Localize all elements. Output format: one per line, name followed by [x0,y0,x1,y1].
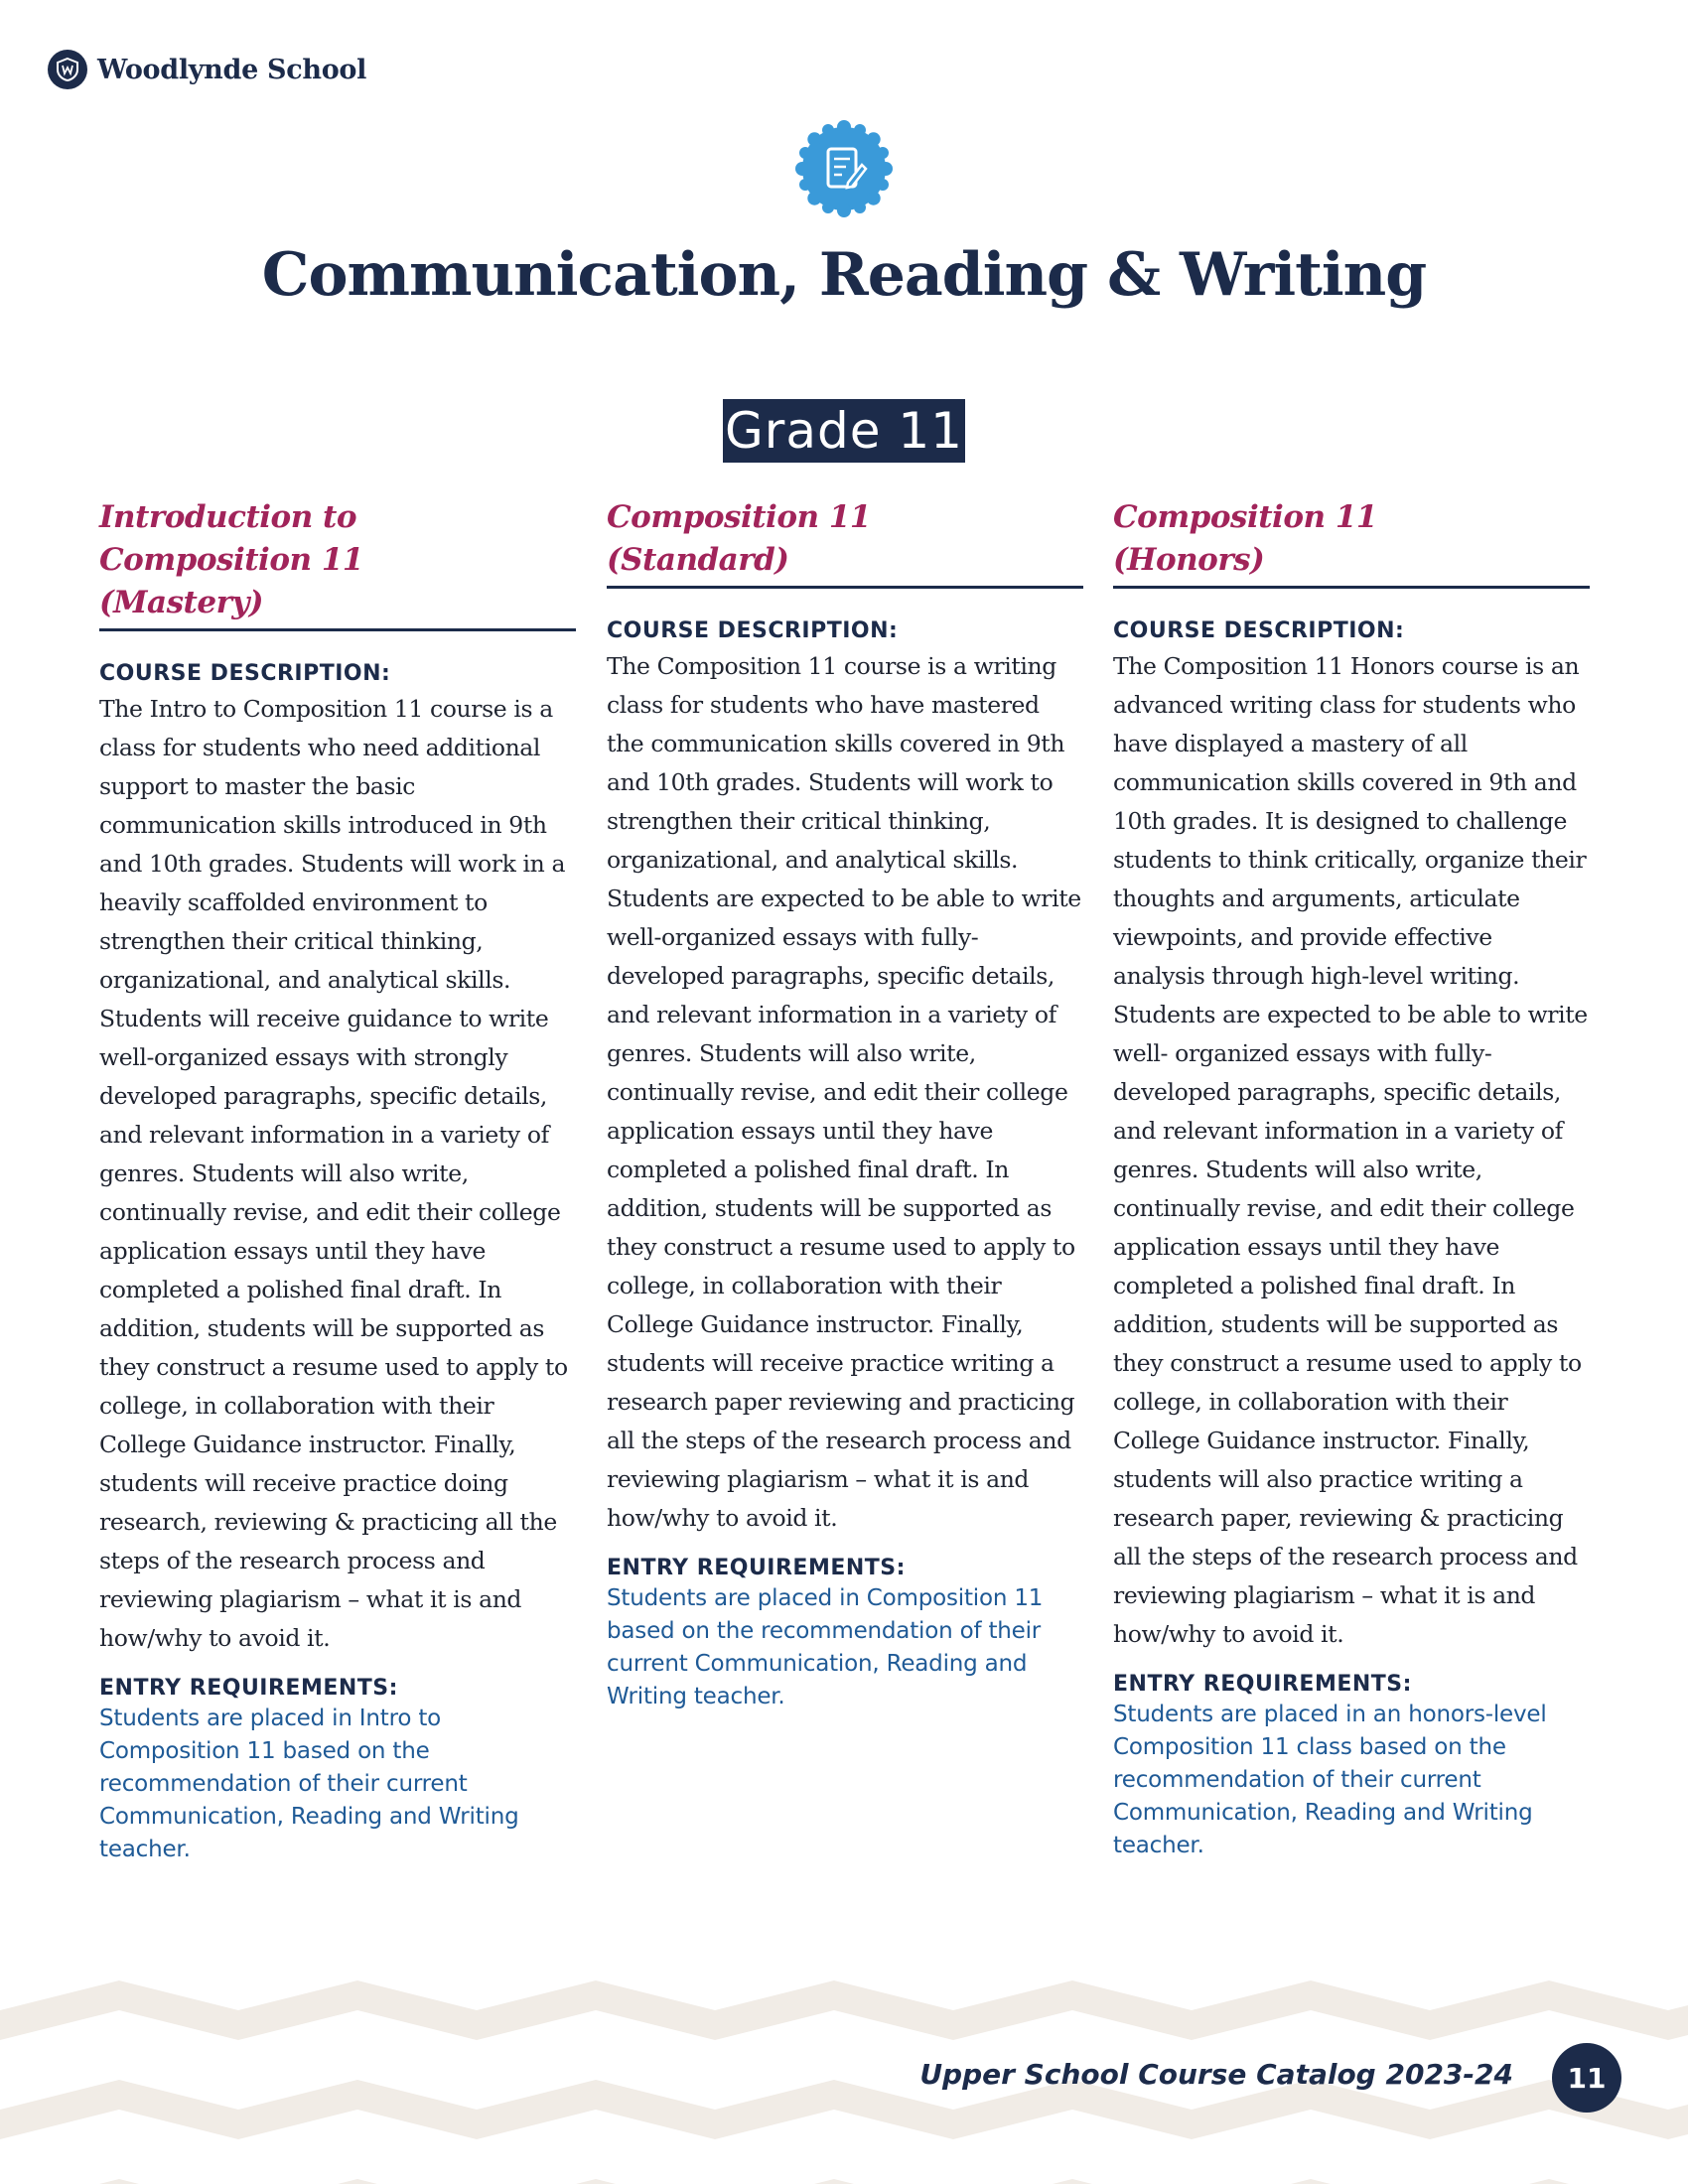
school-name: Woodlynde School [97,54,367,85]
course-column-intro-composition [99,496,576,1866]
school-logo [48,50,366,89]
page-title: Communication, Reading & Writing [261,240,1427,310]
entry-requirements-text: Students are placed in Intro to Composition 11 based on the recommendation of their current Communication, Reading and Writing teacher. [99,1706,519,1862]
entry-requirements-label: ENTRY REQUIREMENTS: [99,1676,398,1701]
entry-requirements-label: ENTRY REQUIREMENTS: [1113,1672,1412,1697]
shield-crest-icon [48,50,87,89]
document-pencil-icon [794,119,894,218]
course-column-composition-honors [1113,496,1590,1862]
catalog-title: Upper School Course Catalog 2023-24 [919,2058,1513,2091]
course-title [99,496,576,631]
course-description-label: COURSE DESCRIPTION: [1113,618,1405,643]
course-description-label: COURSE DESCRIPTION: [607,618,899,643]
entry-requirements-text: Students are placed in Composition 11 based on the recommendation of their current Communication, Reading and Writing teacher. [607,1585,1044,1709]
page-number: 11 [1552,2043,1621,2113]
course-title-line1: Composition 11 [607,499,871,535]
course-column-composition-standard [607,496,1083,1713]
course-description: The Intro to Composition 11 course is a class for students who need additional support to master the basic communication skills introduced in 9th and 10th grades. Students will work in a heavily scaffolded environment to strengthen their critical thinking, organizational, and analytical skills. Students will receive guidance to write well-organized essays with strongly developed paragraphs, specific details, and relevant information in a variety of genres. Students will also write, continually revise, and edit their college application essays until they have completed a polished final draft. In addition, students will be supported as they construct a resume used to apply to college, in collaboration with their College Guidance instructor. Finally, students will receive practice doing research, reviewing & practicing all the steps of the research process and reviewing plagiarism – what it is and how/why to avoid it. [99,695,568,1652]
course-title-line2: (Standard) [607,542,789,578]
course-title-line1: Composition 11 [1113,499,1377,535]
course-title-line1: Introduction to Composition 11 [99,499,363,578]
course-description-label: COURSE DESCRIPTION: [99,661,391,686]
course-title-line2: (Mastery) [99,585,264,620]
course-title [1113,496,1590,589]
course-title [607,496,1083,589]
grade-badge: Grade 11 [723,399,965,463]
course-description: The Composition 11 Honors course is an advanced writing class for students who have displayed a mastery of all communication skills covered in 9th and 10th grades. It is designed to challenge students to think critically, organize their thoughts and arguments, articulate viewpoints, and provide effective analysis through high-level writing. Students are expected to be able to write well- organized essays with fully-developed paragraphs, specific details, and relevant information in a variety of genres. Students will also write, continually revise, and edit their college application essays until they have completed a polished final draft. In addition, students will be supported as they construct a resume used to apply to college, in collaboration with their College Guidance instructor. Finally, students will also practice writing a research paper, reviewing & practicing all the steps of the research process and reviewing plagiarism – what it is and how/why to avoid it. [1113,652,1588,1648]
entry-requirements-label: ENTRY REQUIREMENTS: [607,1556,906,1580]
entry-requirements-text: Students are placed in an honors-level Composition 11 class based on the recommendation of their current Communication, Reading and Writing teacher. [1113,1702,1547,1858]
course-description: The Composition 11 course is a writing class for students who have mastered the communication skills covered in 9th and 10th grades. Students will work to strengthen their critical thinking, organizational, and analytical skills. Students are expected to be able to write well-organized essays with fully-developed paragraphs, specific details, and relevant information in a variety of genres. Students will also write, continually revise, and edit their college application essays until they have completed a polished final draft. In addition, students will be supported as they construct a resume used to apply to college, in collaboration with their College Guidance instructor. Finally, students will receive practice writing a research paper reviewing and practicing all the steps of the research process and reviewing plagiarism – what it is and how/why to avoid it. [607,652,1081,1532]
course-title-line2: (Honors) [1113,542,1265,578]
